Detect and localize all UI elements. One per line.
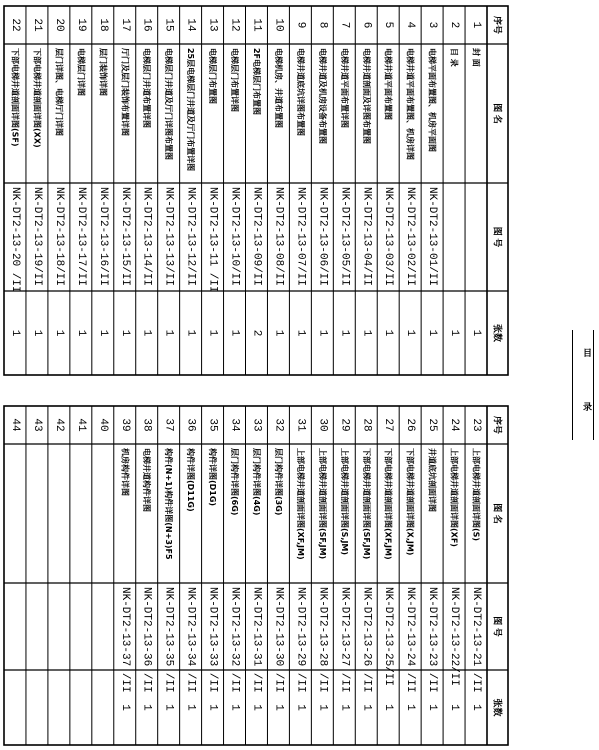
left-header-index: 序号 <box>492 15 503 35</box>
cell-name: 层门装饰详图 <box>98 48 108 96</box>
cell-quantity: 1 <box>272 704 285 711</box>
cell-name: 上部电梯井道剖面详图(S,JM) <box>339 448 349 556</box>
cell-quantity: 1 <box>118 329 131 337</box>
cell-number: NK-DT2-13-25/II <box>382 587 395 687</box>
cell-index: 8 <box>316 21 329 29</box>
left-header-quantity: 张数 <box>492 323 503 343</box>
cell-index: 16 <box>140 18 153 32</box>
cell-name: 电梯层门详图 <box>76 48 86 96</box>
table-row <box>53 418 65 431</box>
cell-index: 39 <box>118 418 131 432</box>
right-header-index: 序号 <box>492 415 503 435</box>
cell-index: 32 <box>272 418 285 432</box>
table-row <box>382 418 394 711</box>
table-row <box>316 418 328 711</box>
cell-quantity: 1 <box>382 704 395 711</box>
cell-index: 13 <box>206 18 219 32</box>
cell-name: 上部电梯井道剖面详图(SF,JM) <box>317 448 327 560</box>
cell-index: 25 <box>426 418 439 432</box>
table-row <box>141 18 153 336</box>
cell-number: NK-DT2-13-36 /II <box>140 587 153 693</box>
cell-index: 4 <box>404 21 417 29</box>
cell-name: 井道底坑剖面详图 <box>427 448 437 512</box>
cell-index: 35 <box>206 418 219 432</box>
cell-index: 21 <box>30 18 43 32</box>
cell-number: NK-DT2-13-18/II <box>52 187 65 287</box>
cell-number: NK-DT2-13-31 /II <box>250 587 263 693</box>
right-header-quantity: 张数 <box>492 698 503 717</box>
table-row <box>272 18 284 336</box>
table-row <box>448 22 460 337</box>
table-row <box>31 418 43 431</box>
cell-name: 上部电梯井道剖面详图(XF,JM) <box>295 448 305 560</box>
cell-name: 电梯井道剖面及详图布置图 <box>361 48 371 144</box>
cell-number: NK-DT2-13-33 /II <box>206 587 219 693</box>
table-row <box>9 418 21 432</box>
table-row <box>338 418 350 711</box>
table-row <box>426 418 438 711</box>
cell-quantity: 2 <box>250 329 263 337</box>
cell-quantity: 1 <box>448 329 461 337</box>
page-title-char-2: 录 <box>581 402 591 411</box>
cell-index: 7 <box>338 21 351 29</box>
cell-number: NK-DT2-13-13/II <box>162 187 175 287</box>
cell-index: 11 <box>250 18 263 32</box>
cell-name: 电梯层门布置图 <box>208 48 218 104</box>
table-row <box>470 22 482 337</box>
cell-index: 37 <box>162 418 175 432</box>
cell-index: 27 <box>382 418 395 432</box>
cell-index: 29 <box>338 418 351 432</box>
table-row <box>53 18 65 336</box>
table-row <box>404 22 416 337</box>
cell-index: 3 <box>426 21 439 29</box>
cell-quantity: 1 <box>184 704 197 711</box>
cell-number: NK-DT2-13-03/II <box>382 187 395 287</box>
cell-quantity: 1 <box>294 329 307 337</box>
cell-index: 36 <box>184 418 197 432</box>
cell-number: NK-DT2-13-23 /II <box>426 587 439 693</box>
cell-index: 19 <box>74 18 87 32</box>
cell-quantity: 1 <box>316 704 329 711</box>
table-row <box>250 418 262 711</box>
cell-name: 下部电梯井道剖面详图(XX) <box>32 48 42 148</box>
cell-quantity: 1 <box>140 329 153 337</box>
cell-number: NK-DT2-13-26 /II <box>360 587 373 693</box>
cell-name: 上部电梯井道剖面详图(S) <box>471 448 481 542</box>
cell-quantity: 1 <box>316 329 329 337</box>
table-row <box>163 418 175 711</box>
page-title-char-1: 目 <box>581 348 591 357</box>
table-row <box>404 418 416 711</box>
cell-index: 30 <box>316 418 329 432</box>
cell-quantity: 1 <box>8 329 21 337</box>
cell-index: 34 <box>228 418 241 432</box>
table-row <box>294 22 306 337</box>
cell-index: 24 <box>448 418 461 432</box>
table-row <box>250 18 262 336</box>
cell-name: 构件(N+1)构件详图(N+3)F5 <box>164 448 174 560</box>
cell-number: NK-DT2-13-35 /II <box>162 587 175 693</box>
cell-quantity: 1 <box>206 329 219 337</box>
cell-index: 28 <box>360 418 373 432</box>
cell-name: 电梯平面布置图、机房平面图 <box>427 48 437 152</box>
cell-number: NK-DT2-13-37 /II <box>118 587 131 693</box>
cell-quantity: 1 <box>470 329 483 337</box>
cell-index: 23 <box>470 418 483 432</box>
cell-number: NK-DT2-13-17/II <box>74 187 87 287</box>
cell-number: NK-DT2-13-27 /II <box>338 587 351 693</box>
cell-index: 31 <box>294 418 307 432</box>
cell-index: 40 <box>96 418 109 432</box>
table-row <box>294 418 306 711</box>
cell-quantity: 1 <box>338 704 351 711</box>
table-row <box>272 418 284 711</box>
table-row <box>119 418 131 711</box>
table-row <box>141 418 153 711</box>
cell-name: 下部电梯井道剖面详图(SF) <box>10 48 20 147</box>
cell-name: 电梯井道平面布置详图 <box>339 48 349 128</box>
cell-name: 电梯井道及机房设备布置图 <box>317 48 327 144</box>
right-table <box>4 406 508 745</box>
table-row <box>31 18 43 336</box>
cell-number: NK-DT2-13-14/II <box>140 187 153 287</box>
table-row <box>97 18 109 336</box>
table-row <box>119 18 131 336</box>
cell-number: NK-DT2-13-34 /II <box>184 587 197 693</box>
cell-index: 26 <box>404 418 417 432</box>
table-row <box>229 18 241 336</box>
cell-name: 厅门及层门装饰布置详图 <box>120 48 130 136</box>
cell-index: 33 <box>250 418 263 432</box>
cell-index: 12 <box>228 18 241 32</box>
cell-index: 14 <box>184 18 197 32</box>
cell-name: 电梯机房、井道布置图 <box>273 48 283 128</box>
table-row <box>9 18 21 336</box>
cell-name: 电梯层门布置详图 <box>230 48 240 112</box>
right-header-name: 图 名 <box>492 503 503 524</box>
page-title <box>572 330 594 440</box>
cell-quantity: 1 <box>360 704 373 711</box>
cell-quantity: 1 <box>294 704 307 711</box>
cell-name: 电梯井道平面布置图 <box>383 48 393 120</box>
cell-name: 层门构件详图(6G) <box>230 448 240 516</box>
cell-name: 下部电梯井道剖面详图(XF,JM) <box>383 448 393 560</box>
left-header-number: 图 号 <box>492 226 503 248</box>
cell-quantity: 1 <box>118 704 131 711</box>
table-row <box>185 418 197 711</box>
cell-quantity: 1 <box>360 329 373 337</box>
cell-quantity: 1 <box>404 704 417 711</box>
cell-number: NK-DT2-13-22/II <box>448 587 461 687</box>
cell-quantity: 1 <box>228 704 241 711</box>
cell-quantity: 1 <box>426 704 439 711</box>
cell-quantity: 1 <box>448 704 461 711</box>
cell-number: NK-DT2-13-19/II <box>30 187 43 287</box>
cell-number: NK-DT2-13-29 /II <box>294 587 307 693</box>
cell-index: 5 <box>382 21 395 29</box>
cell-quantity: 1 <box>74 329 87 337</box>
cell-name: 上部电梯井道剖面详图(XF) <box>449 448 459 547</box>
table-row <box>448 418 460 711</box>
cell-number: NK-DT2-13-20 /II <box>8 187 21 293</box>
cell-quantity: 1 <box>30 329 43 337</box>
cell-index: 22 <box>8 18 21 32</box>
cell-number: NK-DT2-13-07/II <box>294 187 307 287</box>
cell-quantity: 1 <box>426 329 439 337</box>
cell-number: NK-DT2-13-21 /II <box>470 587 483 693</box>
cell-quantity: 1 <box>228 329 241 337</box>
cell-name: 构件详图(D1G) <box>208 448 218 507</box>
cell-number: NK-DT2-13-09/II <box>250 187 263 287</box>
cell-number: NK-DT2-13-11 /II <box>206 187 219 293</box>
cell-quantity: 1 <box>250 704 263 711</box>
cell-index: 43 <box>30 418 43 432</box>
cell-name: 机房构件详图 <box>120 448 130 496</box>
cell-quantity: 1 <box>184 329 197 337</box>
cell-number: NK-DT2-13-05/II <box>338 187 351 287</box>
table-row <box>163 18 175 336</box>
cell-index: 38 <box>140 418 153 432</box>
cell-number: NK-DT2-13-16/II <box>96 187 109 287</box>
cell-number: NK-DT2-13-12/II <box>184 187 197 287</box>
cell-number: NK-DT2-13-04/II <box>360 187 373 287</box>
cell-name: 层门详图、电梯厅门详图 <box>54 48 64 136</box>
table-row <box>382 22 394 337</box>
cell-name: 层门构件详图(3G) <box>273 448 283 516</box>
cell-quantity: 1 <box>382 329 395 337</box>
cell-name: 2F电梯层门布置图 <box>251 48 261 116</box>
cell-name: 下部电梯井道剖面详图(X,JM) <box>405 448 415 556</box>
cell-quantity: 1 <box>206 704 219 711</box>
cell-name: 电梯层门井道布置详图 <box>142 48 152 128</box>
cell-index: 20 <box>52 18 65 32</box>
cell-name: 构件详图(D11G) <box>186 448 196 512</box>
cell-name: 电梯井道平面布置图、机房详图 <box>405 48 415 160</box>
cell-quantity: 1 <box>162 329 175 337</box>
cell-index: 6 <box>360 21 373 29</box>
cell-quantity: 1 <box>52 329 65 337</box>
table-row <box>97 418 109 431</box>
right-header-number: 图 号 <box>492 616 503 637</box>
cell-name: 电梯层门井道及厅门详图布置图 <box>164 48 174 160</box>
cell-name: 电梯井道构件详图 <box>142 448 152 512</box>
cell-quantity: 1 <box>404 329 417 337</box>
cell-number: NK-DT2-13-02/II <box>404 187 417 287</box>
cell-index: 1 <box>470 21 483 29</box>
cell-number: NK-DT2-13-30 /II <box>272 587 285 693</box>
cell-index: 15 <box>162 18 175 32</box>
cell-number: NK-DT2-13-06/II <box>316 187 329 287</box>
cell-name: 层门构件详图(4G) <box>251 448 261 516</box>
cell-name: 25层电梯层门井道及厅门布置详图 <box>186 48 196 172</box>
cell-index: 10 <box>272 18 285 32</box>
table-row <box>426 22 438 337</box>
cell-number: NK-DT2-13-15/II <box>118 187 131 287</box>
table-row <box>207 418 219 711</box>
table-row <box>185 18 197 336</box>
cell-name: 目 录 <box>449 48 459 67</box>
left-header-name: 图 名 <box>492 103 503 124</box>
table-row <box>75 18 87 336</box>
cell-index: 2 <box>448 21 461 29</box>
cell-number: NK-DT2-13-28 /II <box>316 587 329 693</box>
cell-name: 电梯井道底坑详图布置图 <box>295 48 305 136</box>
cell-quantity: 1 <box>338 329 351 337</box>
table-row <box>229 418 241 711</box>
table-row <box>207 18 219 336</box>
cell-name: 下部电梯井道剖面详图(SF,JM) <box>361 448 371 560</box>
cell-number: NK-DT2-13-08/II <box>272 187 285 287</box>
cell-index: 18 <box>96 18 109 32</box>
cell-number: NK-DT2-13-24 /II <box>404 587 417 693</box>
table-row <box>360 22 372 337</box>
table-row <box>338 22 350 337</box>
cell-number: NK-DT2-13-32 /II <box>228 587 241 693</box>
cell-quantity: 1 <box>272 329 285 337</box>
cell-quantity: 1 <box>470 704 483 711</box>
table-row <box>316 22 328 337</box>
table-row <box>360 418 372 711</box>
table-row <box>470 418 482 711</box>
cell-number: NK-DT2-13-01/II <box>426 187 439 287</box>
table-row <box>75 418 87 432</box>
cell-index: 41 <box>74 418 87 432</box>
left-table <box>4 6 508 375</box>
cell-number: NK-DT2-13-10/II <box>228 187 241 287</box>
cell-quantity: 1 <box>162 704 175 711</box>
cell-name: 封 面 <box>471 48 481 67</box>
cell-quantity: 1 <box>140 704 153 711</box>
cell-quantity: 1 <box>96 329 109 337</box>
cell-index: 9 <box>294 21 307 29</box>
cell-index: 44 <box>8 418 21 432</box>
cell-index: 42 <box>52 418 65 432</box>
cell-index: 17 <box>118 18 131 32</box>
